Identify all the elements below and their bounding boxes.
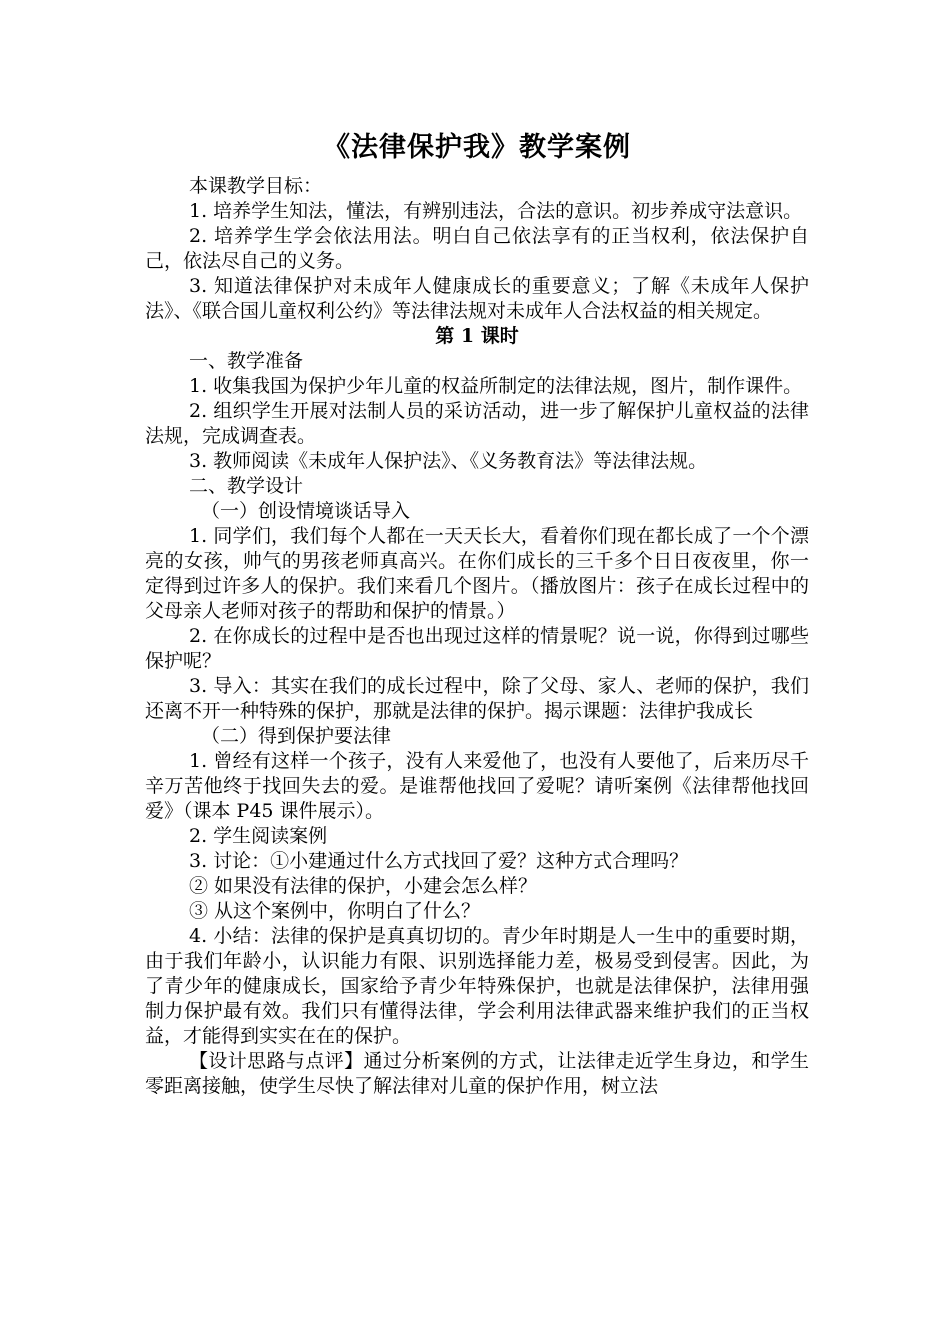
paragraph: 本课教学目标： — [189, 175, 323, 197]
paragraph: 3. 讨论：①小建通过什么方式找回了爱？这种方式合理吗？ — [189, 850, 689, 872]
document-page — [145, 128, 809, 1099]
section-heading: 二、教学设计 — [189, 475, 304, 497]
subsection-heading: （二）得到保护要法律 — [201, 725, 392, 747]
paragraph: 2. 学生阅读案例 — [189, 825, 328, 847]
paragraph: 1. 收集我国为保护少年儿童的权益所制定的法律法规，图片，制作课件。 — [189, 375, 803, 397]
paragraph: 1. 同学们，我们每个人都在一天天长大，看着你们现在都长成了一个个漂亮的女孩，帅气的男孩老师真高兴。在你们成长的三千多个日日夜夜里，你一定得到过许多人的保护。我们来看几个图片。（播放图片：孩子在成长过程中的父母亲人老师对孩子的帮助和保护的情景。） — [145, 525, 809, 622]
section-heading: 一、教学准备 — [189, 350, 304, 372]
paragraph: 2. 在你成长的过程中是否也出现过这样的情景呢？说一说，你得到过哪些保护呢？ — [145, 625, 809, 672]
paragraph: 3. 导入：其实在我们的成长过程中，除了父母、家人、老师的保护，我们还离不开一种特殊的保护，那就是法律的保护。揭示课题：法律护我成长 — [145, 675, 809, 722]
paragraph: 3. 知道法律保护对未成年人健康成长的重要意义；了解《未成年人保护法》、《联合国儿童权利公约》等法律法规对未成年人合法权益的相关规定。 — [145, 275, 809, 322]
paragraph: 2. 组织学生开展对法制人员的采访活动，进一步了解保护儿童权益的法律法规，完成调查表。 — [145, 400, 809, 447]
paragraph: 2. 培养学生学会依法用法。明白自己依法享有的正当权利，依法保护自己，依法尽自己的义务。 — [145, 225, 809, 272]
document-title: 《法律保护我》教学案例 — [323, 132, 631, 163]
paragraph: ② 如果没有法律的保护，小建会怎么样？ — [189, 875, 538, 897]
paragraph: 1. 培养学生知法，懂法，有辨别违法，合法的意识。初步养成守法意识。 — [189, 200, 803, 222]
paragraph: 3. 教师阅读《未成年人保护法》、《义务教育法》等法律法规。 — [189, 450, 708, 472]
paragraph: 4. 小结：法律的保护是真真切切的。青少年时期是人一生中的重要时期，由于我们年龄小，认识能力有限、识别选择能力差，极易受到侵害。因此，为了青少年的健康成长，国家给予青少年特殊保护，也就是法律保护，法律用强制力保护最有效。我们只有懂得法律，学会利用法律武器来维护我们的正当权益，才能得到实实在在的保护。 — [145, 925, 809, 1047]
paragraph: ③ 从这个案例中，你明白了什么？ — [189, 900, 481, 922]
lesson-heading: 第 1 课时 — [435, 325, 519, 347]
paragraph: 1. 曾经有这样一个孩子，没有人来爱他了，也没有人要他了，后来历尽千辛万苦他终于找回失去的爱。是谁帮他找回了爱呢？请听案例《法律帮他找回爱》（课本 P45 课件展示）。 — [145, 750, 809, 822]
subsection-heading: （一）创设情境谈话导入 — [201, 500, 411, 522]
paragraph: 【设计思路与点评】通过分析案例的方式，让法律走近学生身边，和学生零距离接触，使学生尽快了解法律对儿童的保护作用，树立法 — [145, 1050, 809, 1097]
